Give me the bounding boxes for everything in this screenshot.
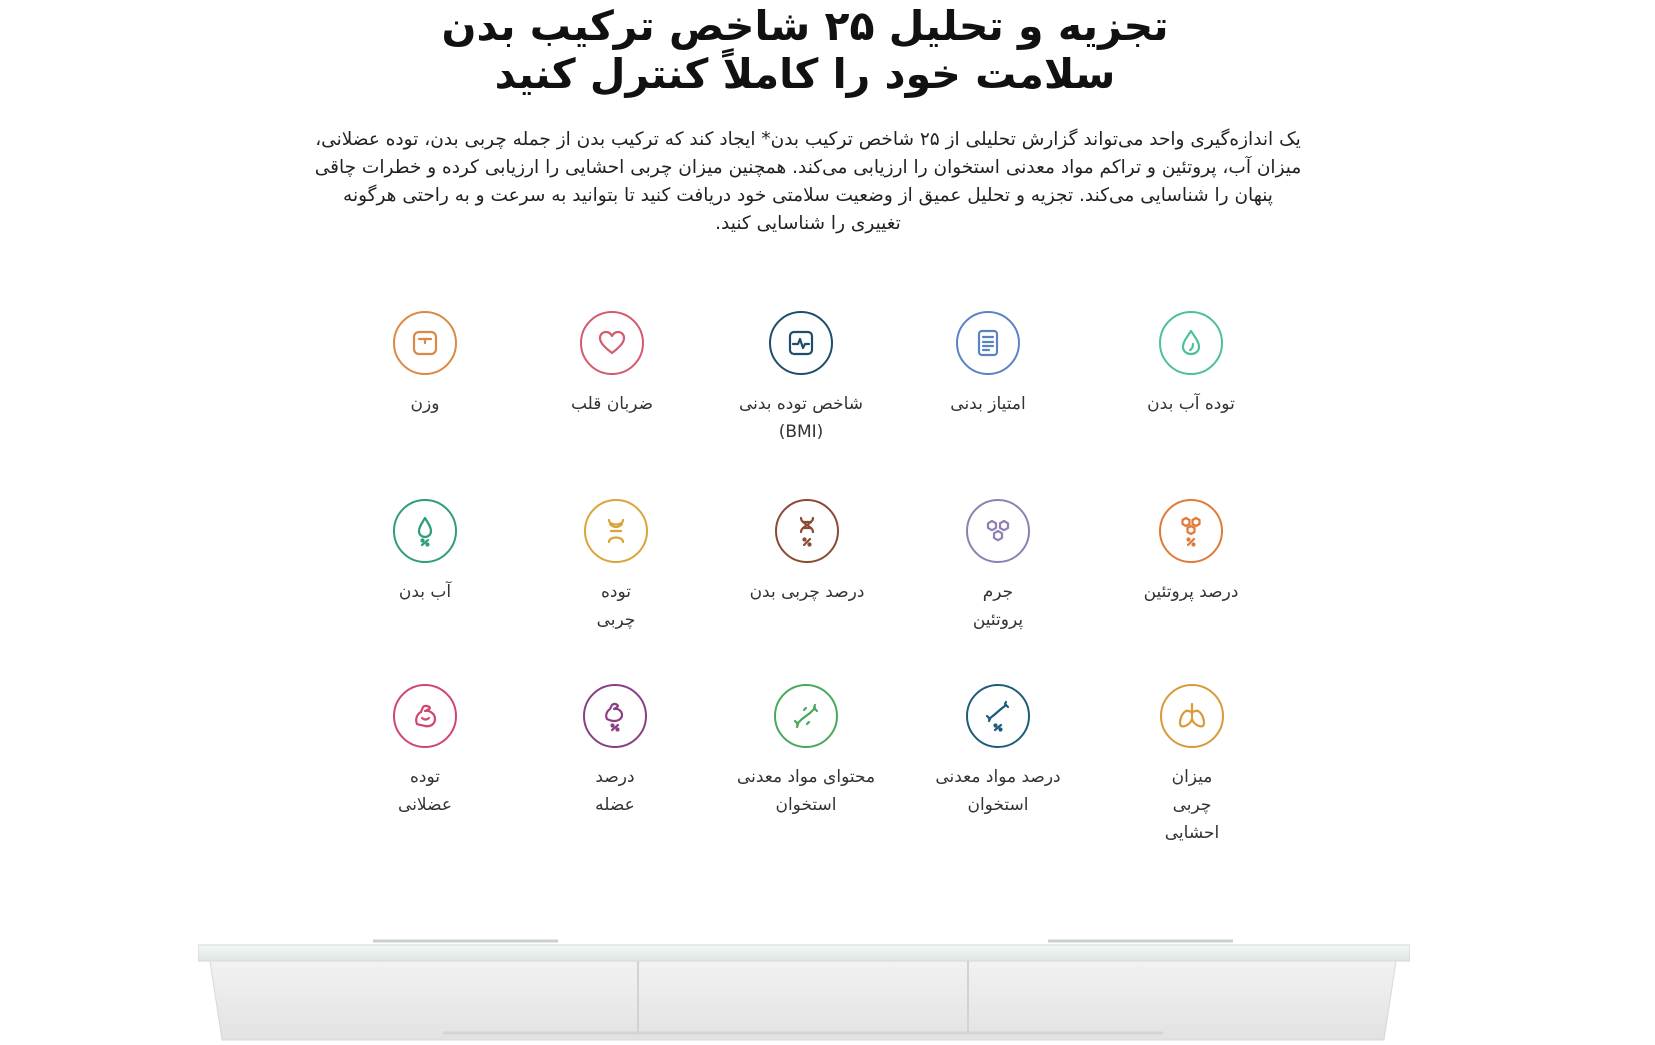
index-label: توده آب بدن xyxy=(1147,394,1235,414)
water-drop-icon xyxy=(1159,311,1223,375)
index-label: درصد پروتئین xyxy=(1143,582,1239,602)
heart-icon xyxy=(580,311,644,375)
heading-line-1: تجزیه و تحلیل ۲۵ شاخص ترکیب بدن xyxy=(441,2,1169,50)
index-bmi xyxy=(716,311,886,446)
index-bone-mineral-content xyxy=(721,684,891,819)
index-body-water-mass xyxy=(1106,311,1276,418)
smart-scale-image xyxy=(198,935,1410,1045)
index-muscle-percent xyxy=(530,684,700,819)
index-heart-rate xyxy=(527,311,697,418)
scale-icon xyxy=(393,311,457,375)
water-percent-icon xyxy=(393,499,457,563)
index-body-water xyxy=(340,499,510,606)
index-protein-percent xyxy=(1106,499,1276,606)
index-label: شاخص توده بدنی (BMI) xyxy=(738,394,864,442)
index-body-score xyxy=(903,311,1073,418)
score-icon xyxy=(956,311,1020,375)
description-line-3: پنهان را شناسایی می‌کند. تجزیه و تحلیل عمیق از وضعیت سلامتی خود دریافت کنید تا بتوانید به سرعت و به راحتی هرگونه xyxy=(343,185,1273,206)
index-label: وزن xyxy=(410,394,440,414)
bmi-icon xyxy=(769,311,833,375)
index-bone-mineral-percent xyxy=(913,684,1083,819)
muscle-percent-icon xyxy=(583,684,647,748)
index-body-fat-percent xyxy=(722,499,892,606)
index-visceral-fat xyxy=(1107,684,1277,847)
index-muscle-mass xyxy=(340,684,510,819)
index-weight xyxy=(340,311,510,418)
description-line-4: تغییری را شناسایی کنید. xyxy=(715,213,901,234)
index-label: درصد مواد معدنی استخوان xyxy=(935,767,1061,815)
bone-percent-icon xyxy=(966,684,1030,748)
protein-percent-icon xyxy=(1159,499,1223,563)
index-fat-mass xyxy=(531,499,701,634)
index-label: درصد چربی بدن xyxy=(749,582,865,602)
index-label: جرم پروتئین xyxy=(972,582,1024,630)
fat-icon xyxy=(584,499,648,563)
index-label: ضربان قلب xyxy=(570,394,654,414)
lungs-icon xyxy=(1160,684,1224,748)
protein-icon xyxy=(966,499,1030,563)
muscle-icon xyxy=(393,684,457,748)
index-label: میزان چربی احشایی xyxy=(1164,767,1220,843)
index-label: توده عضلانی xyxy=(398,767,452,815)
index-protein-mass xyxy=(913,499,1083,634)
index-label: محتوای مواد معدنی استخوان xyxy=(736,767,876,815)
index-label: درصد عضله xyxy=(595,767,635,815)
heading-line-2: سلامت خود را کاملاً کنترل کنید xyxy=(494,50,1116,98)
index-label: آب بدن xyxy=(398,582,452,602)
index-label: امتیاز بدنی xyxy=(950,394,1026,414)
description-line-1: یک اندازه‌گیری واحد می‌تواند گزارش تحلیلی از ۲۵ شاخص ترکیب بدن* ایجاد کند که ترکیب بدن از جمله چربی بدن، توده عضلانی، xyxy=(315,129,1301,150)
bone-icon xyxy=(774,684,838,748)
dna-percent-icon xyxy=(775,499,839,563)
index-label: توده چربی xyxy=(596,582,636,630)
description-line-2: میزان آب، پروتئین و تراکم مواد معدنی استخوان را ارزیابی می‌کند. همچنین میزان چربی احشایی را ارزیابی کرده و خطرات چاقی xyxy=(314,157,1302,178)
